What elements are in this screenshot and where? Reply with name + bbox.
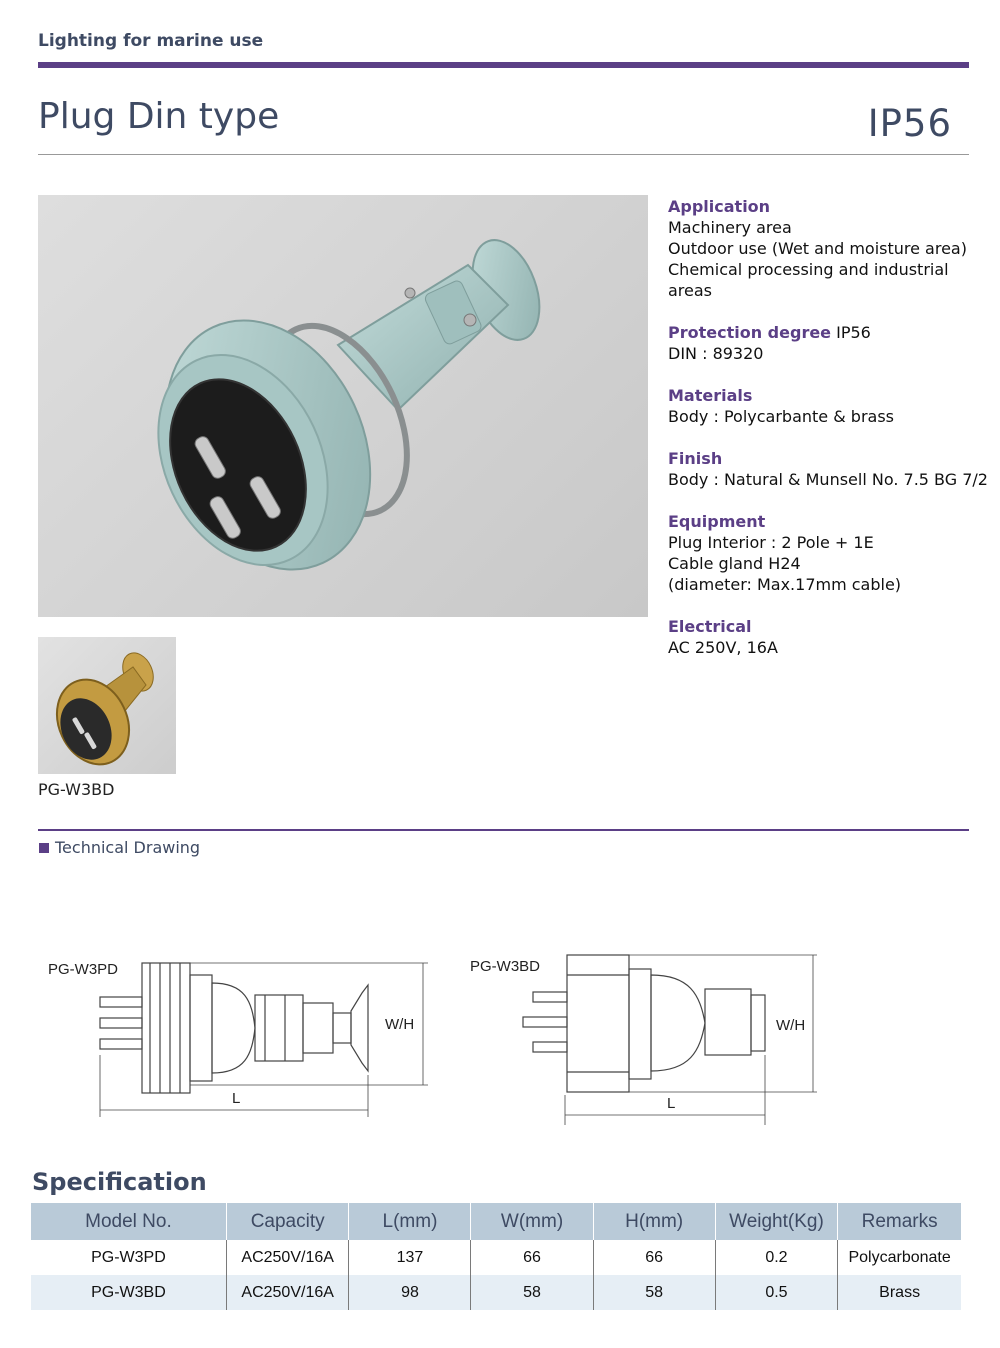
spec-heading: Finish: [668, 449, 723, 468]
spec-materials: [668, 385, 988, 427]
table-cell: AC250V/16A: [226, 1275, 349, 1310]
spec-heading: Equipment: [668, 512, 766, 531]
spec-heading: Application: [668, 197, 771, 216]
table-cell: 137: [349, 1240, 471, 1275]
technical-drawing-pg-w3pd: [40, 945, 450, 1125]
brass-photo-caption: PG-W3BD: [38, 780, 115, 799]
column-header: L(mm): [349, 1203, 471, 1240]
spec-line: DIN : 89320: [668, 344, 764, 363]
table-cell: PG-W3BD: [31, 1275, 226, 1310]
spec-line: Body : Natural & Munsell No. 7.5 BG 7/2: [668, 470, 988, 489]
protection-value: IP56: [836, 323, 871, 342]
table-cell: 66: [471, 1240, 593, 1275]
specification-table: [31, 1203, 961, 1310]
column-header: Capacity: [226, 1203, 349, 1240]
technical-drawing-pg-w3bd: [465, 945, 845, 1130]
product-photo-brass: [38, 637, 176, 774]
title-divider: [38, 154, 969, 155]
spec-line: Outdoor use (Wet and moisture area): [668, 239, 967, 258]
spec-electrical: [668, 616, 988, 658]
table-cell: 58: [471, 1275, 593, 1310]
spec-details: [668, 196, 988, 679]
header-divider: [38, 62, 969, 68]
spec-line: Chemical processing and industrial areas: [668, 260, 949, 300]
drawing-model-label: PG-W3BD: [470, 958, 541, 975]
specification-title: Specification: [32, 1168, 207, 1196]
spec-line: Cable gland H24: [668, 554, 801, 573]
drawing-height-label: W/H: [385, 1016, 415, 1033]
table-cell: Polycarbonate: [838, 1240, 961, 1275]
column-header: Weight(Kg): [715, 1203, 838, 1240]
spec-equipment: [668, 511, 988, 595]
table-cell: PG-W3PD: [31, 1240, 226, 1275]
column-header: Remarks: [838, 1203, 961, 1240]
spec-application: [668, 196, 988, 301]
category-label: Lighting for marine use: [38, 31, 264, 51]
page-title: Plug Din type: [38, 96, 280, 137]
spec-heading: Electrical: [668, 617, 752, 636]
table-cell: 0.2: [715, 1240, 838, 1275]
table-cell: AC250V/16A: [226, 1240, 349, 1275]
drawing-height-label: W/H: [776, 1017, 806, 1034]
table-cell: 0.5: [715, 1275, 838, 1310]
product-photo-main: [38, 195, 648, 617]
table-row: [31, 1275, 961, 1310]
table-cell: 98: [349, 1275, 471, 1310]
spec-line: Machinery area: [668, 218, 792, 237]
drawing-length-label: L: [232, 1090, 241, 1107]
ip-rating-badge: IP56: [867, 102, 952, 145]
plug-illustration: [38, 195, 648, 617]
drawing-model-label: PG-W3PD: [48, 961, 119, 978]
spec-line: (diameter: Max.17mm cable): [668, 575, 902, 594]
column-header: H(mm): [593, 1203, 715, 1240]
table-cell: 66: [593, 1240, 715, 1275]
table-cell: Brass: [838, 1275, 961, 1310]
section-divider: [38, 829, 969, 831]
spec-heading: Protection degree: [668, 323, 832, 342]
section-title: Technical Drawing: [55, 838, 201, 857]
table-header-row: [31, 1203, 961, 1240]
spec-protection: [668, 322, 988, 364]
brass-plug-illustration: [38, 637, 176, 774]
column-header: W(mm): [471, 1203, 593, 1240]
spec-heading: Materials: [668, 386, 753, 405]
spec-finish: [668, 448, 988, 490]
drawing-length-label: L: [667, 1095, 676, 1112]
spec-line: Body : Polycarbante & brass: [668, 407, 894, 426]
table-cell: 58: [593, 1275, 715, 1310]
spec-line: Plug Interior : 2 Pole + 1E: [668, 533, 874, 552]
column-header: Model No.: [31, 1203, 226, 1240]
table-row: [31, 1240, 961, 1275]
spec-line: AC 250V, 16A: [668, 638, 778, 657]
section-bullet-icon: [39, 843, 49, 853]
